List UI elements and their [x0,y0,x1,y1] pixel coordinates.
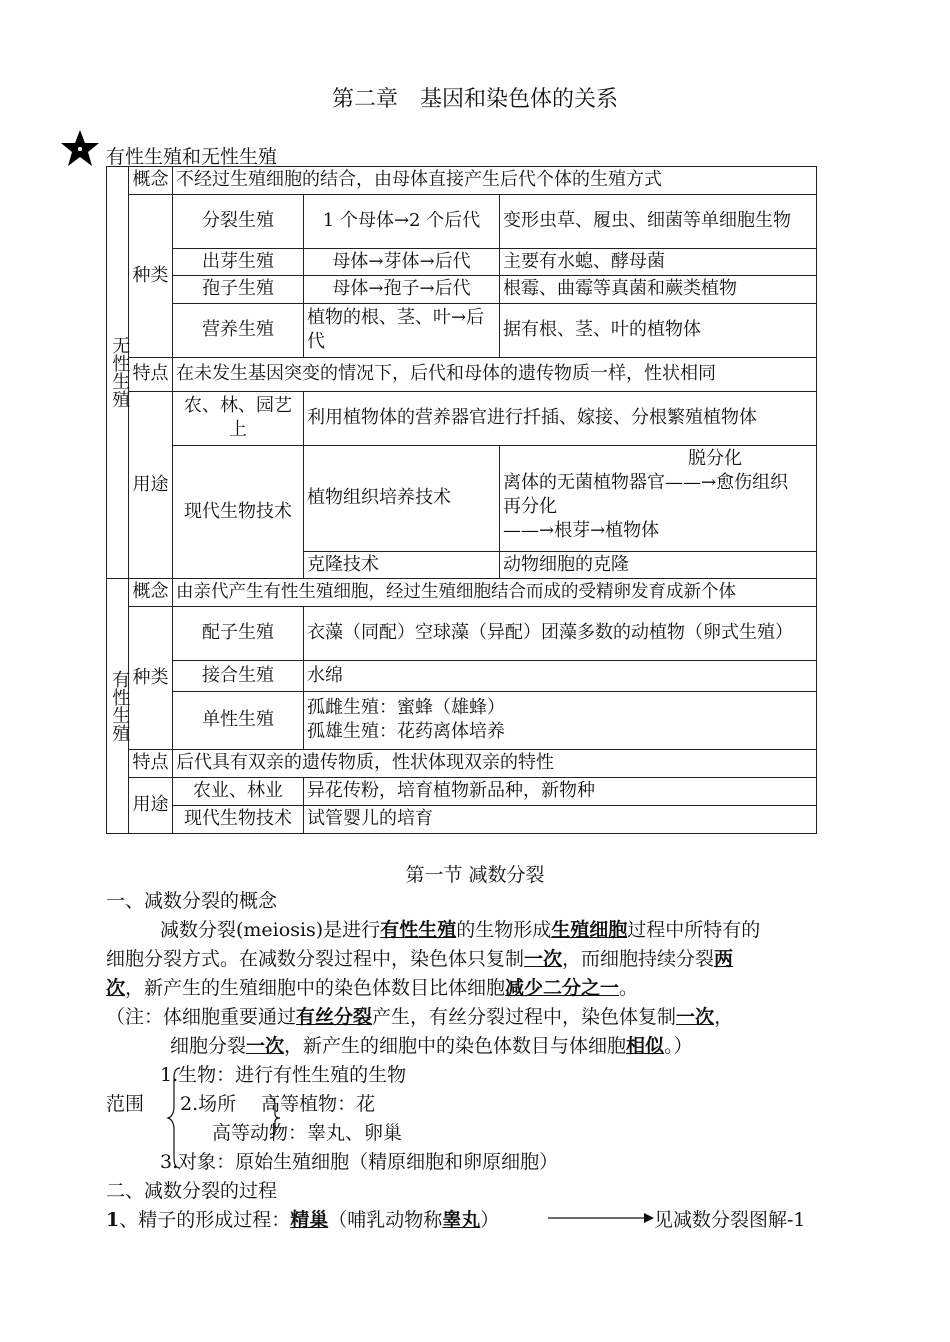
type-name: 单性生殖 [173,691,304,749]
type-example: 据有根、茎、叶的植物体 [500,303,817,357]
type-process: 母体→孢子→后代 [304,276,500,303]
type-name: 孢子生殖 [173,276,304,303]
type-example: 水绵 [304,660,817,691]
sperm-line: 1、精子的形成过程：精巢（哺乳动物称睾丸） [106,1209,500,1231]
types-label: 种类 [129,606,173,749]
tissue-culture-label: 植物组织培养技术 [304,445,500,551]
type-example: 变形虫草、履虫、细菌等单细胞生物 [500,195,817,249]
arrow-icon [548,1210,656,1226]
use-label: 用途 [129,391,173,578]
type-name: 配子生殖 [173,606,304,660]
concept-label: 概念 [129,167,173,195]
type-example: 主要有水螅、酵母菌 [500,249,817,276]
note-line: 细胞分裂一次，新产生的细胞中的染色体数目与体细胞相似。） [170,1035,693,1057]
agri-use: 异花传粉，培育植物新品种，新物种 [304,777,817,805]
use-label: 用途 [129,777,173,833]
scope-item: 3.对象：原始生殖细胞（精原细胞和卵原细胞） [160,1151,559,1173]
section1-title: 第一节 减数分裂 [405,864,545,886]
reproduction-table [106,166,817,834]
agri-use: 利用植物体的营养器官进行扦插、嫁接、分根繁殖植物体 [304,391,817,445]
type-example: 衣藻（同配）空球藻（异配）团藻多数的动植物（卵式生殖） [304,606,817,660]
page-title: 第二章 基因和染色体的关系 [331,87,618,112]
type-example: 根霉、曲霉等真菌和蕨类植物 [500,276,817,303]
see-diagram-text: 见减数分裂图解-1 [654,1209,806,1231]
types-label: 种类 [129,195,173,358]
type-name: 接合生殖 [173,660,304,691]
type-name: 分裂生殖 [173,195,304,249]
asexual-label: 无性生殖 [107,167,129,579]
agri-label: 农业、林业 [173,777,304,805]
modern-tech-label: 现代生物技术 [173,805,304,833]
sexual-feature: 后代具有双亲的遗传物质，性状体现双亲的特性 [173,749,817,777]
type-process: 植物的根、茎、叶→后代 [304,303,500,357]
type-example: 孤雌生殖：蜜蜂（雄蜂） 孤雄生殖：花药离体培养 [304,691,817,749]
asexual-feature: 在未发生基因突变的情况下，后代和母体的遗传物质一样，性状相同 [173,357,817,391]
star-icon [60,128,100,168]
scope-item: 2.场所 高等植物：花 [180,1093,376,1115]
sexual-concept: 由亲代产生有性生殖细胞，经过生殖细胞结合而成的受精卵发育成新个体 [173,578,817,606]
cloning-use: 动物细胞的克隆 [500,551,817,578]
cloning-label: 克隆技术 [304,551,500,578]
feature-label: 特点 [129,357,173,391]
asexual-concept: 不经过生殖细胞的结合，由母体直接产生后代个体的生殖方式 [173,167,817,195]
part1-heading: 一、减数分裂的概念 [106,890,278,912]
scope-item: 高等动物：睾丸、卵巢 [212,1122,403,1144]
concept-label: 概念 [129,578,173,606]
agri-label: 农、林、园艺上 [173,391,304,445]
scope-label: 范围 [106,1093,145,1115]
type-name: 营养生殖 [173,303,304,357]
note-line: （注：体细胞重要通过有丝分裂产生，有丝分裂过程中，染色体复制一次， [106,1006,734,1028]
section-heading: 有性生殖和无性生殖 [106,146,278,168]
modern-tech-label: 现代生物技术 [173,445,304,578]
tissue-culture-process: 脱分化 离体的无菌植物器官——→愈伤组织 再分化 ——→根芽→植物体 [500,445,817,551]
type-process: 1 个母体→2 个后代 [304,195,500,249]
sexual-label: 有性生殖 [107,578,129,833]
type-process: 母体→芽体→后代 [304,249,500,276]
scope-item: 1.生物：进行有性生殖的生物 [160,1064,407,1086]
feature-label: 特点 [129,749,173,777]
paragraph-line: 细胞分裂方式。在减数分裂过程中，染色体只复制一次，而细胞持续分裂两 [106,948,734,970]
modern-tech-use: 试管婴儿的培育 [304,805,817,833]
paragraph-line: 减数分裂(meiosis)是进行有性生殖的生物形成生殖细胞过程中所特有的 [160,919,761,941]
paragraph-line: 次，新产生的生殖细胞中的染色体数目比体细胞减少二分之一。 [106,977,639,999]
part2-heading: 二、减数分裂的过程 [106,1180,278,1202]
type-name: 出芽生殖 [173,249,304,276]
